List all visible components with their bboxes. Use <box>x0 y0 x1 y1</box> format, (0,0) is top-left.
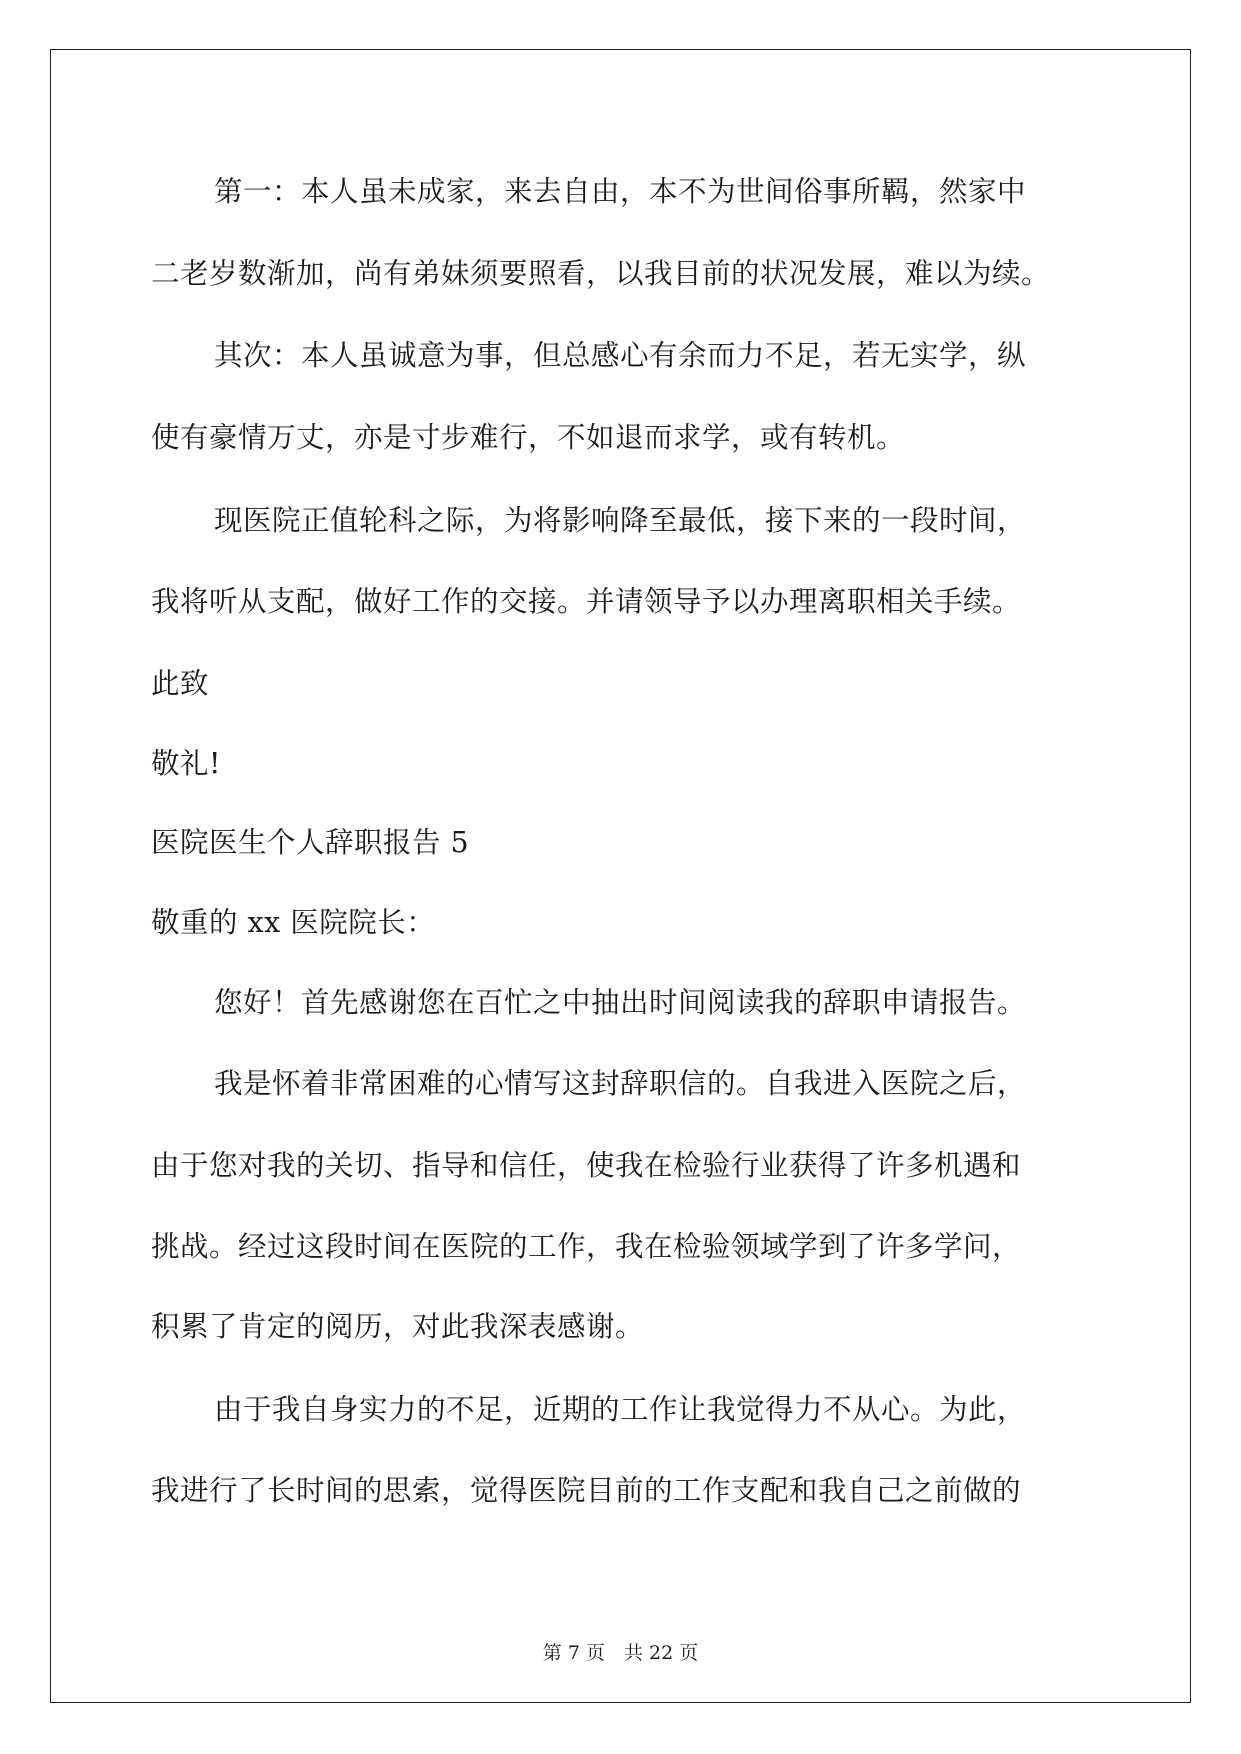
body-line: 现医院正值轮科之际，为将影响降至最低，接下来的一段时间， <box>214 504 1027 537</box>
page-border <box>50 49 1191 1703</box>
body-line: 其次：本人虽诚意为事，但总感心有余而力不足，若无实学，纵 <box>214 339 1027 372</box>
greeting: 敬重的 xx 医院院长： <box>151 906 436 939</box>
body-line: 第一：本人虽未成家，来去自由，本不为世间俗事所羁，然家中 <box>214 175 1027 208</box>
body-line: 由于您对我的关切、指导和信任，使我在检验行业获得了许多机遇和 <box>151 1149 1022 1182</box>
body-line: 您好！首先感谢您在百忙之中抽出时间阅读我的辞职申请报告。 <box>214 986 1027 1019</box>
body-line: 挑战。经过这段时间在医院的工作，我在检验领域学到了许多学问， <box>151 1230 1022 1263</box>
body-line: 使有豪情万丈，亦是寸步难行，不如退而求学，或有转机。 <box>151 421 906 454</box>
section-heading: 医院医生个人辞职报告 5 <box>151 826 470 859</box>
body-line: 我是怀着非常困难的心情写这封辞职信的。自我进入医院之后， <box>214 1067 1027 1100</box>
body-line: 由于我自身实力的不足，近期的工作让我觉得力不从心。为此， <box>214 1393 1027 1426</box>
closing-regards: 敬礼! <box>151 747 221 780</box>
body-line: 积累了肯定的阅历，对此我深表感谢。 <box>151 1310 645 1343</box>
body-line: 我进行了长时间的思索，觉得医院目前的工作支配和我自己之前做的 <box>151 1474 1022 1507</box>
body-line: 我将听从支配，做好工作的交接。并请领导予以办理离职相关手续。 <box>151 585 1022 618</box>
body-line: 二老岁数渐加，尚有弟妹须要照看，以我目前的状况发展，难以为续。 <box>151 257 1051 290</box>
closing-salutation: 此致 <box>151 667 210 700</box>
page-footer: 第 7 页 共 22 页 <box>542 1642 699 1664</box>
